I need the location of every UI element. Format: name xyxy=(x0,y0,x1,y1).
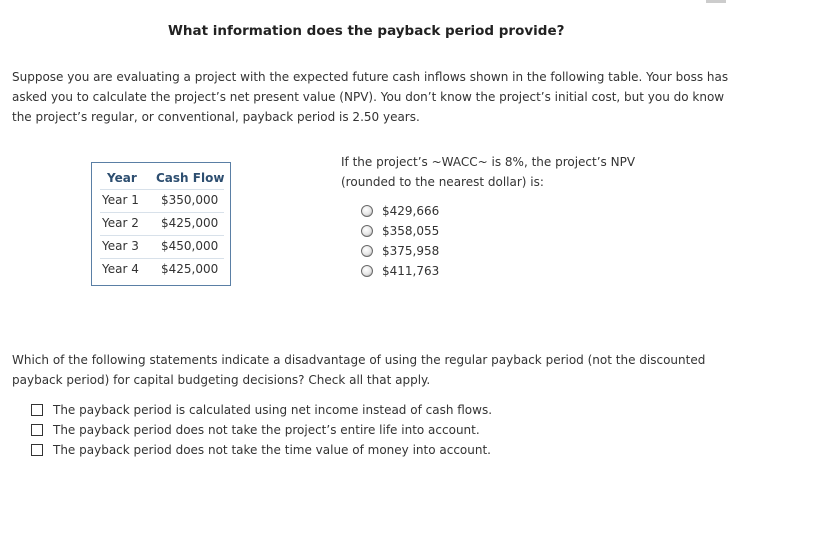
disadvantage-option-label: The payback period is calculated using net income instead of cash flows. xyxy=(53,403,493,417)
table-cell-year: Year 3 xyxy=(102,239,139,253)
table-cell-cash-flow: $425,000 xyxy=(161,262,219,276)
radio-button-icon[interactable] xyxy=(361,205,373,217)
table-header-year: Year xyxy=(107,171,137,185)
npv-option-1[interactable] xyxy=(361,201,439,221)
npv-option-label: $429,666 xyxy=(382,204,440,218)
npv-option-3[interactable] xyxy=(361,241,439,261)
radio-button-icon[interactable] xyxy=(361,245,373,257)
table-cell-cash-flow: $450,000 xyxy=(161,239,219,253)
npv-option-label: $358,055 xyxy=(382,224,440,238)
table-row xyxy=(100,258,224,282)
disadvantage-option-label: The payback period does not take the time value of money into account. xyxy=(53,443,491,457)
intro-paragraph: Suppose you are evaluating a project with the expected future cash inflows shown in the following table. Your boss has asked you to calculate the project’s net present value (NPV). You don’t know the project’s initial cost, but you do know the project’s regular, or conventional, payback period is 2.50 years. xyxy=(12,70,729,124)
page-title: What information does the payback period provide? xyxy=(168,23,565,39)
checkbox-icon[interactable] xyxy=(31,424,43,436)
npv-option-4[interactable] xyxy=(361,261,439,281)
table-cell-year: Year 4 xyxy=(102,262,139,276)
disadvantage-option-label: The payback period does not take the project’s entire life into account. xyxy=(53,423,480,437)
toolbar-button-fragment xyxy=(706,0,726,3)
npv-option-label: $411,763 xyxy=(382,264,440,278)
table-row xyxy=(100,235,224,259)
disadvantage-option-3[interactable] xyxy=(31,440,491,460)
table-cell-year: Year 1 xyxy=(102,193,139,207)
radio-button-icon[interactable] xyxy=(361,265,373,277)
disadvantage-option-1[interactable] xyxy=(31,400,492,420)
disadvantage-question: Which of the following statements indicate a disadvantage of using the regular payback period (not the discounted payback period) for capital budgeting decisions? Check all that apply. xyxy=(12,353,706,387)
table-cell-cash-flow: $425,000 xyxy=(161,216,219,230)
table-cell-cash-flow: $350,000 xyxy=(161,193,219,207)
disadvantage-option-2[interactable] xyxy=(31,420,480,440)
table-header-cash-flow: Cash Flow xyxy=(156,171,225,185)
table-cell-year: Year 2 xyxy=(102,216,139,230)
npv-option-label: $375,958 xyxy=(382,244,440,258)
table-row xyxy=(100,212,224,236)
radio-button-icon[interactable] xyxy=(361,225,373,237)
npv-question: If the project’s ~WACC~ is 8%, the project’s NPV (rounded to the nearest dollar) is: xyxy=(341,155,636,189)
checkbox-icon[interactable] xyxy=(31,444,43,456)
cash-flow-table xyxy=(91,162,231,286)
checkbox-icon[interactable] xyxy=(31,404,43,416)
table-row xyxy=(100,189,224,213)
npv-option-2[interactable] xyxy=(361,221,439,241)
